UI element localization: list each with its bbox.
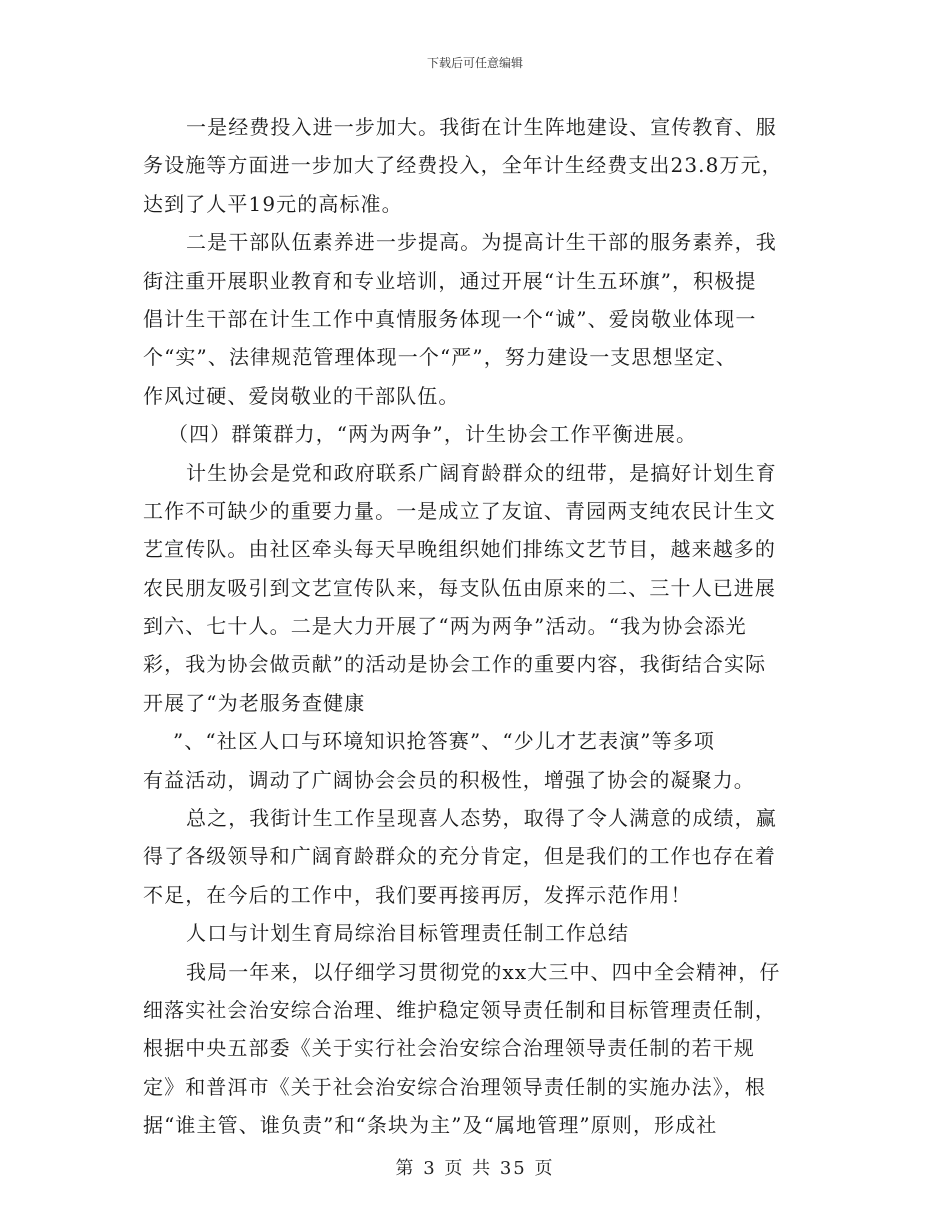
page-number-footer: 第 3 页 共 35 页 (395, 1158, 555, 1179)
text-line: 农民朋友吸引到文艺宣传队来，每支队伍由原来的二、三十人已进展 (143, 575, 776, 600)
text-line: 总之，我街计生工作呈现喜人态势，取得了令人满意的成绩，赢 (186, 806, 777, 831)
text-line: 有益活动，调动了广阔协会会员的积极性，增强了协会的凝聚力。 (143, 767, 755, 792)
document-title: 人口与计划生育局综治目标管理责任制工作总结 (186, 921, 630, 946)
text-line: 据“谁主管、谁负责”和“条块为主”及“属地管理”原则，形成社 (143, 1113, 718, 1138)
text-line: 工作不可缺少的重要力量。一是成立了友谊、青园两支纯农民计生文 (143, 498, 776, 523)
text-line: 细落实社会治安综合治理、维护稳定领导责任制和目标管理责任制， (143, 997, 776, 1022)
text-line: 得了各级领导和广阔育龄群众的充分肯定，但是我们的工作也存在着 (143, 844, 776, 869)
page-header: 下载后可任意编辑 (426, 56, 523, 70)
text-line: 到六、七十人。二是大力开展了“两为两争”活动。“我为协会添光 (143, 614, 747, 639)
text-line: 一是经费投入进一步加大。我街在计生阵地建设、宣传教育、服 (186, 115, 777, 139)
text-line: 倡计生干部在计生工作中真情服务体现一个“诚”、爱岗敬业体现一 (143, 306, 757, 331)
text-line: 个“实”、法律规范管理体现一个“严”，努力建设一支思想坚定、 (143, 345, 737, 370)
text-line: 开展了“为老服务查健康 (143, 690, 366, 715)
text-line: 作风过硬、爱岗敬业的干部队伍。 (143, 383, 460, 408)
text-line: 不足，在今后的工作中，我们要再接再厉，发挥示范作用！ (143, 882, 692, 907)
text-line: 根据中央五部委《关于实行社会治安综合治理领导责任制的若干规 (143, 1036, 755, 1061)
text-line: 我局一年来，以仔细学习贯彻党的xx大三中、四中全会精神，仔 (186, 959, 781, 984)
text-line: 达到了人平19元的高标准。 (143, 191, 403, 216)
text-line: 艺宣传队。由社区牵头每天早晚组织她们排练文艺节目，越来越多的 (143, 537, 776, 562)
text-line: ”、“社区人口与环境知识抢答赛”、“少儿才艺表演”等多项 (173, 729, 715, 754)
text-line: 定》和普洱市《关于社会治安综合治理领导责任制的实施办法》，根 (143, 1074, 766, 1099)
text-line: 二是干部队伍素养进一步提高。为提高计生干部的服务素养，我 (186, 230, 777, 255)
text-line: 计生协会是党和政府联系广阔育龄群众的纽带，是搞好计划生育 (186, 460, 777, 485)
text-line: 街注重开展职业教育和专业培训，通过开展“计生五环旗”，积极提 (143, 268, 757, 293)
section-heading: （四）群策群力，“两为两争”，计生协会工作平衡进展。 (168, 422, 698, 447)
text-line: 彩，我为协会做贡献”的活动是协会工作的重要内容，我街结合实际 (143, 652, 767, 677)
document-body (143, 108, 807, 1145)
text-line: 务设施等方面进一步加大了经费投入，全年计生经费支出23.8万元， (143, 153, 783, 178)
